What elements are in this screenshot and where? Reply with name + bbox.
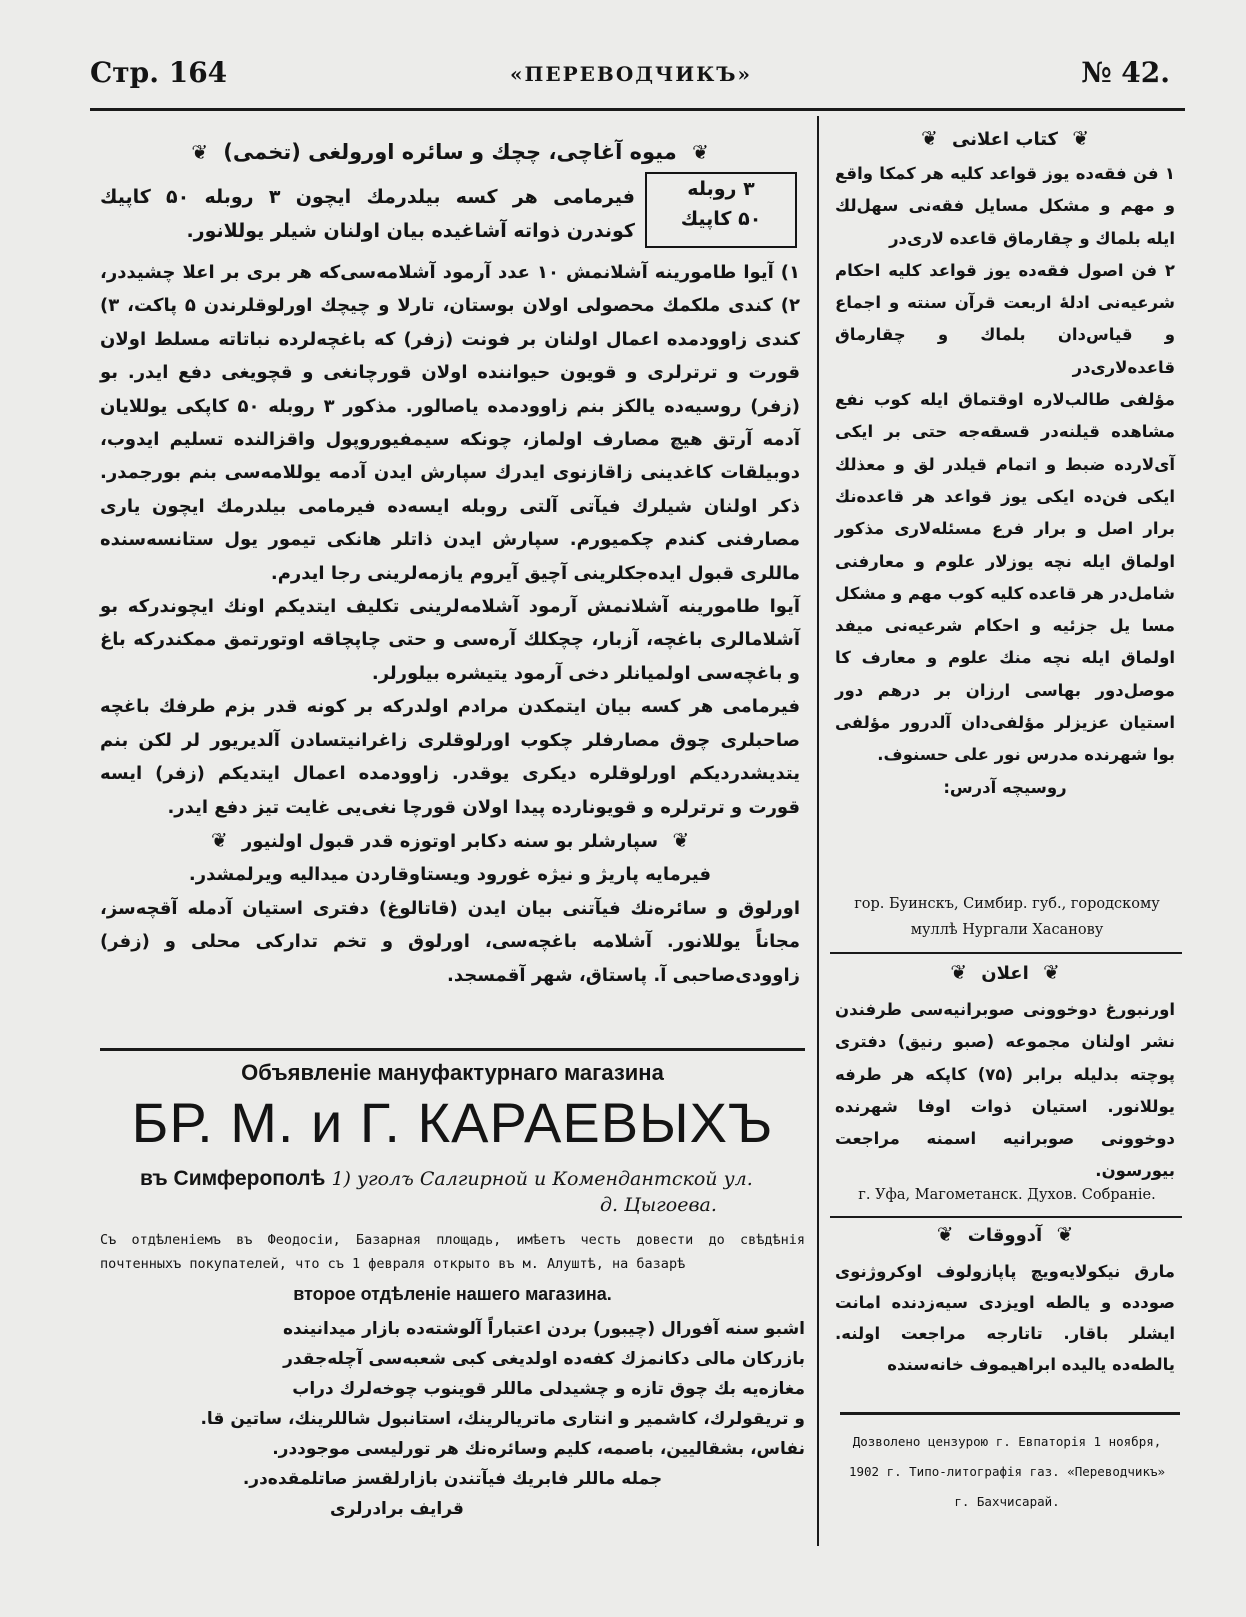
manufactory-branch: второе отдѣленіе нашего магазина.	[293, 1284, 612, 1304]
right-separator-rule	[830, 1216, 1182, 1218]
price-kopeks: ۵۰ کاپیك	[680, 208, 762, 230]
notice-title-row	[835, 960, 1175, 984]
notice-address-ru: г. Уфа, Магометанск. Духов. Собраніе.	[858, 1187, 1156, 1203]
seed-ad-orders-line	[100, 824, 800, 858]
newspaper-title: «ПЕРЕВОДЧИКЪ»	[510, 62, 753, 86]
manufactory-arabic-line: و تریقولرك، کاشمیر و انتاری ماتریالرینك، استانبول شاللرینك، ساتین قا.	[200, 1409, 805, 1429]
lawyer-body: مارق نیکولایه‌ویچ پاپازولوف اوکروژنوی صودده و یالطه اویزدی سیه‌زدنده امانت ایشلر باقار. تاتارجه مراجعت اولنه. یالطه‌ده یالیده ابراهیموف خانه‌سنده	[835, 1262, 1175, 1374]
manufactory-arabic-line: جمله ماللر فابریك فیآتندن بازارلقسز صاتلمقده‌در.	[242, 1469, 663, 1489]
book-ad-item-1: ۱ فن فقه‌ده یوز قواعد کلیه هر کمکا واقع و مهم و مشکل مسایل فقه‌نی سهل‌لك ایله بلماك و چقارماق قاعده لاری‌در	[835, 164, 1175, 248]
ornament-icon: ❦	[1043, 960, 1060, 984]
ornament-icon: ❦	[210, 827, 228, 852]
lawyer-title: آدووقات	[967, 1225, 1043, 1246]
page-header	[90, 56, 1170, 104]
ornament-icon: ❦	[692, 140, 709, 164]
ornament-icon: ❦	[936, 1222, 954, 1246]
imprint-line-2: 1902 г. Типо-литографія газ. «Переводчикъ»	[848, 1464, 1166, 1479]
ad-separator-rule	[100, 1048, 805, 1051]
right-separator-rule	[830, 952, 1182, 954]
lawyer-title-row	[835, 1222, 1175, 1246]
price-box	[645, 172, 797, 248]
manufactory-body: Съ отдѣленіемъ въ Феодосіи, Базарная площадь, имѣетъ честь довести до свѣдѣнія почтенныхъ покупателей, что съ 1 февраля открыто въ м. Алуштѣ, на базарѣ	[100, 1232, 805, 1272]
header-rule	[90, 108, 1185, 111]
manufactory-location	[140, 1164, 805, 1194]
column-divider	[817, 116, 819, 1546]
book-ad-address-ru-1: гор. Буинскъ, Симбир. губ., городскому	[854, 896, 1160, 912]
manufactory-heading: Объявленіе мануфактурнаго магазина	[241, 1060, 664, 1085]
imprint-line-3: г. Бахчисарай.	[954, 1494, 1060, 1509]
seed-ad-paragraph-5: اورلوق و سائره‌نك فیآتنی بیان ایدن (قاتالوغ) دفتری استیان آدمله آقچه‌سز، مجاناً یوللانور. آشلامه باغچه‌سی، اورلوق و تخم تدارکی محلی و (زفر) زاوودی‌صاحبی آ. پاستاق، شهر آقمسجد.	[100, 897, 800, 986]
manufactory-arabic-line: اشبو سنه آفورال (چیبور) بردن اعتباراً آلوشته‌ده بازار میدانینده	[282, 1319, 805, 1339]
manufactory-arabic-line: نفاس، بشقالیین، باصمه، کلیم وسائره‌نك هر تورلیسی موجوددر.	[272, 1439, 805, 1459]
ornament-icon: ❦	[950, 960, 967, 984]
manufactory-firm-name: БР. М. и Г. КАРАЕВЫХЪ	[131, 1091, 774, 1154]
book-ad-address-ru-2: муллѣ Нургали Хасанову	[910, 922, 1104, 938]
seed-ad-title: میوه آغاچی، چچك و سائره اورولغی (تخمی)	[223, 140, 677, 164]
manufactory-address: 1) уголъ Салгирной и Комендантской ул.	[331, 1168, 753, 1190]
seed-ad-paragraph-3: فیرمامی هر کسه بیان ایتمکدن مرادم اولدرکه بر کونه قدر بزم طرفك باغچه صاحبلری چوق مصارفلر چکوب اورلوقلری زاغرانیتسادن آلدیریور لر لکن بنم یتدیشدردیکم اورلوقلره دیکری یوقدر. زاوودمده اعمال ایتدیکم (زفر) ایسه قورت و ترترلره و قویونارده پیدا اولان قورچا نغی‌یی غایت تیز دفع ایدر.	[100, 696, 800, 818]
manufactory-arabic-line: بازرکان مالی دکانمزك کفه‌ده اولدیغی کبی شعبه‌سی آچله‌جقدر	[283, 1349, 805, 1369]
seed-ad-paragraph-2: آیوا طامورینه آشلانمش آرمود آشلامه‌لرینی تکلیف ایتدیکم اونك ایچوندرکه بو آشلامالری باغچه، آزبار، چچکلك آره‌سی و حتی چاپچاقه اوتورتمق ممکندرکه باغ و باغچه‌سی اولمیانلر دخی آرمود یتیشره بیلورلر.	[100, 596, 800, 684]
manufactory-arabic	[100, 1314, 805, 1524]
seed-ad-intro-text: فیرمامی هر کسه بیلدرمك ایچون ۳ روبله ۵۰ کاپیك کوندرن ذواته آشاغیده بیان اولنان شیلر یوللانور.	[100, 186, 635, 242]
manufactory-arabic-line: مغازه‌یه بك چوق تازه و چشیدلی ماللر قوینوب چوخه‌لرك دراب	[292, 1379, 805, 1399]
notice-title: اعلان	[981, 963, 1029, 984]
book-ad-title-row	[835, 126, 1175, 150]
ornament-icon: ❦	[1056, 1222, 1074, 1246]
seed-ad-orders-text: سپارشلر بو سنه دکابر اوتوزه قدر قبول اولنیور	[241, 830, 659, 852]
seed-ad-paragraph-4: فیرمایه پاریژ و نیژه غورود ویستاوقاردن میدالیه ویرلمشدر.	[188, 864, 712, 886]
right-separator-rule	[840, 1412, 1180, 1415]
book-ad-body	[835, 158, 1175, 804]
issue-number: № 42.	[1081, 56, 1170, 89]
seed-ad-body	[100, 256, 800, 992]
price-rubles: ۳ روبله	[687, 178, 755, 200]
seed-ad-title-row	[100, 140, 800, 172]
imprint-line-1: Дозволено цензурою г. Евпаторія 1 ноября,	[852, 1434, 1162, 1449]
manufactory-city: въ Симферополѣ	[140, 1167, 326, 1190]
ornament-icon: ❦	[920, 126, 938, 150]
book-ad-item-2: ۲ فن اصول فقه‌ده یوز قواعد کلیه احکام شرعیه‌نی ادلهٔ اربعت قرآن سنته و اجماع و قیاس‌دان بلماك و چقارماق قاعده‌لاری‌در	[835, 260, 1175, 377]
page-number: Стр. 164	[90, 56, 228, 89]
notice-body: اورنبورغ دوخوونی صوبرانیه‌سی طرفندن نشر اولنان مجموعه (صبو رنیق) دفتری پوچته بدلیله برابر (۷۵) کاپکه هر طرفه یوللانور. استیان ذوات اوفا شهرنده دوخوونی صوبرانیه اسمنه مراجعت بیورسون.	[835, 1000, 1175, 1181]
seed-ad-intro	[100, 180, 635, 248]
book-ad-text: مؤلفی طالب‌لاره اوقتماق ایله کوب نفع مشاهده قیلنه‌در قسقه‌جه حتی بر ایکی آی‌لارده ضبط و اتمام قیلدر لق و معذلك ایکی فن‌ده ایکی یوز قواعد هر قاعده‌نك برار اصل و برار فرع مسئله‌لاری مذکور اولماق ایله نچه یوزلار علوم و معارفنی شامل‌در هر قاعده کلیه کوب مهم و مشکل مسا یل جزئیه و احکام شرعیه‌نی میفد اولماق ایله نچه منك علوم و معارف کا موصل‌دور بهاسی ارزان بر درهم دور استیان عزیزلر مؤلفی‌دان آلدرور مؤلفی بوا شهرنده مدرس نور علی حسنوف.	[834, 390, 1175, 765]
ornament-icon: ❦	[1072, 126, 1090, 150]
seed-ad-paragraph-1: ۱) آیوا طامورینه آشلانمش ۱۰ عدد آرمود آشلامه‌سی‌که هر بری بر اعلا چشیددر، ۲) کندی ملکمك محصولی اولان بوستان، تارلا و چیچك اورلوقلرندن ۵ پاکت، ۳) کندی زاوودمده اعمال اولنان بر فونت (زفر) که باغچه‌لرده نباتاته مسلط اولان قورت و ترترلری و قویون حیواننده اولان قورچانغی و قچویغی دفع ایدر. بو (زفر) روسیه‌ده یالکز بنم زاوودمده یاصالور. مذکور ۳ روبله ۵۰ کاپکی یوللایان آدمه آرتق هیچ مصارف اولماز، چونکه سیمفیوروپول واقزالنده تسلیم ایدوب، دوبیلقات کاغدینی زاقازنوی ایدرك سپارش ایدن آدمه یوللامه‌سی بنم بورجمدر. ذکر اولنان شیلرك فیآتی آلتی روبله ایسه‌ده فیرمامی بیلدرمك ایچون یاری مصارفنی کندم چکمیورم. سپارش ایدن ذاتلر هانکی تیمور یول ستانسه‌سنده ماللری قبول ایده‌جکلرینی آچیق آیروم یازمه‌لرینی رجا ایدرم.	[100, 262, 800, 584]
book-ad-address-label: روسیچه آدرس:	[943, 777, 1067, 797]
book-ad-title: کتاب اعلانی	[951, 129, 1059, 150]
ornament-icon: ❦	[191, 140, 208, 164]
manufactory-house: д. Цыгоева.	[600, 1194, 717, 1216]
ornament-icon: ❦	[672, 827, 690, 852]
manufactory-signature: قرایف برادرلری	[330, 1499, 464, 1519]
